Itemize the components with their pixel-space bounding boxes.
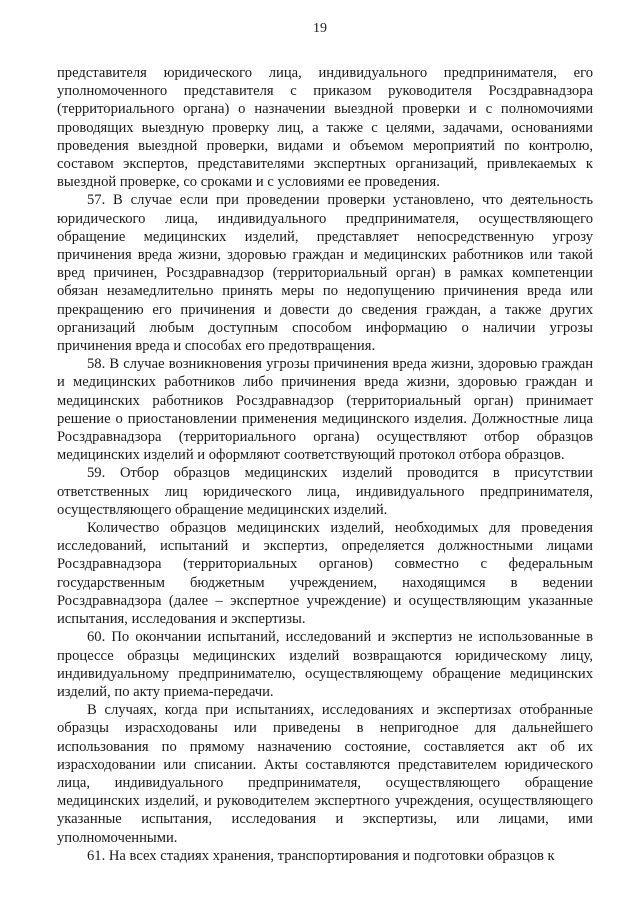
page-number: 19 (313, 21, 327, 36)
paragraph-60-write-off: В случаях, когда при испытаниях, исследованиях и экспертизах отобранные образцы израсходованы или приведены в непригодное для дальнейшего использования по прямому назначению состояние, составляется акт об их израсходовании или списании. Акты составляются представителем юридического лица, индивидуального предпринимателя, осуществляющего обращение медицинских изделий, и руководителем экспертного учреждения, осуществляющего указанные испытания, исследования и экспертизы, или лицами, ими уполномоченными. (57, 702, 593, 846)
paragraph-59: 59. Отбор образцов медицинских изделий проводится в присутствии ответственных лиц юридического лица, индивидуального предпринимателя, осуществляющего обращение медицинских изделий. (57, 465, 593, 518)
paragraph-58: 58. В случае возникновения угрозы причинения вреда жизни, здоровью граждан и медицинских работников либо причинения вреда жизни, здоровью граждан и медицинских работников Росздравнадзор (территориальный орган) принимает решение о приостановлении применения медицинского изделия. Должностные лица Росздравнадзора (территориального органа) осуществляют отбор образцов медицинских изделий и оформляют соответствующий протокол отбора образцов. (57, 356, 593, 464)
paragraph-60: 60. По окончании испытаний, исследований и экспертиз не использованные в процессе образцы медицинских изделий возвращаются юридическому лицу, индивидуальному предпринимателю, осуществляющему обращение медицинских изделий, по акту приема-передачи. (57, 629, 593, 700)
paragraph-59-sample-quantity: Количество образцов медицинских изделий, необходимых для проведения исследований, испытаний и экспертиз, определяется должностными лицами Росздравнадзора (территориальных органов) совместно с федеральным государственным бюджетным учреждением, находящимся в ведении Росздравнадзора (далее – экспертное учреждение) и осуществляющим указанные испытания, исследования и экспертизы. (57, 520, 593, 628)
paragraph-continuation: представителя юридического лица, индивидуального предпринимателя, его уполномоченного представителя с приказом руководителя Росздравнадзора (территориального органа) о назначении выездной проверки и с полномочиями проводящих выездную проверку лиц, а также с целями, задачами, основаниями проведения выездной проверки, видами и объемом мероприятий по контролю, составом экспертов, представителями экспертных организаций, привлекаемых к выездной проверке, со сроками и с условиями ее проведения. (57, 65, 593, 191)
document-body (57, 64, 593, 865)
paragraph-57: 57. В случае если при проведении проверки установлено, что деятельность юридического лица, индивидуального предпринимателя, осуществляющего обращение медицинских изделий, представляет непосредственную угрозу причинения вреда жизни, здоровью граждан и медицинских работников или такой вред причинен, Росздравнадзор (территориальный орган) в рамках компетенции обязан незамедлительно принять меры по недопущению причинения вреда или прекращению его причинения и довести до сведения граждан, а также других организаций любым доступным способом информацию о наличии угрозы причинения вреда и способах его предотвращения. (57, 192, 593, 355)
paragraph-61: 61. На всех стадиях хранения, транспортирования и подготовки образцов к (87, 847, 555, 864)
